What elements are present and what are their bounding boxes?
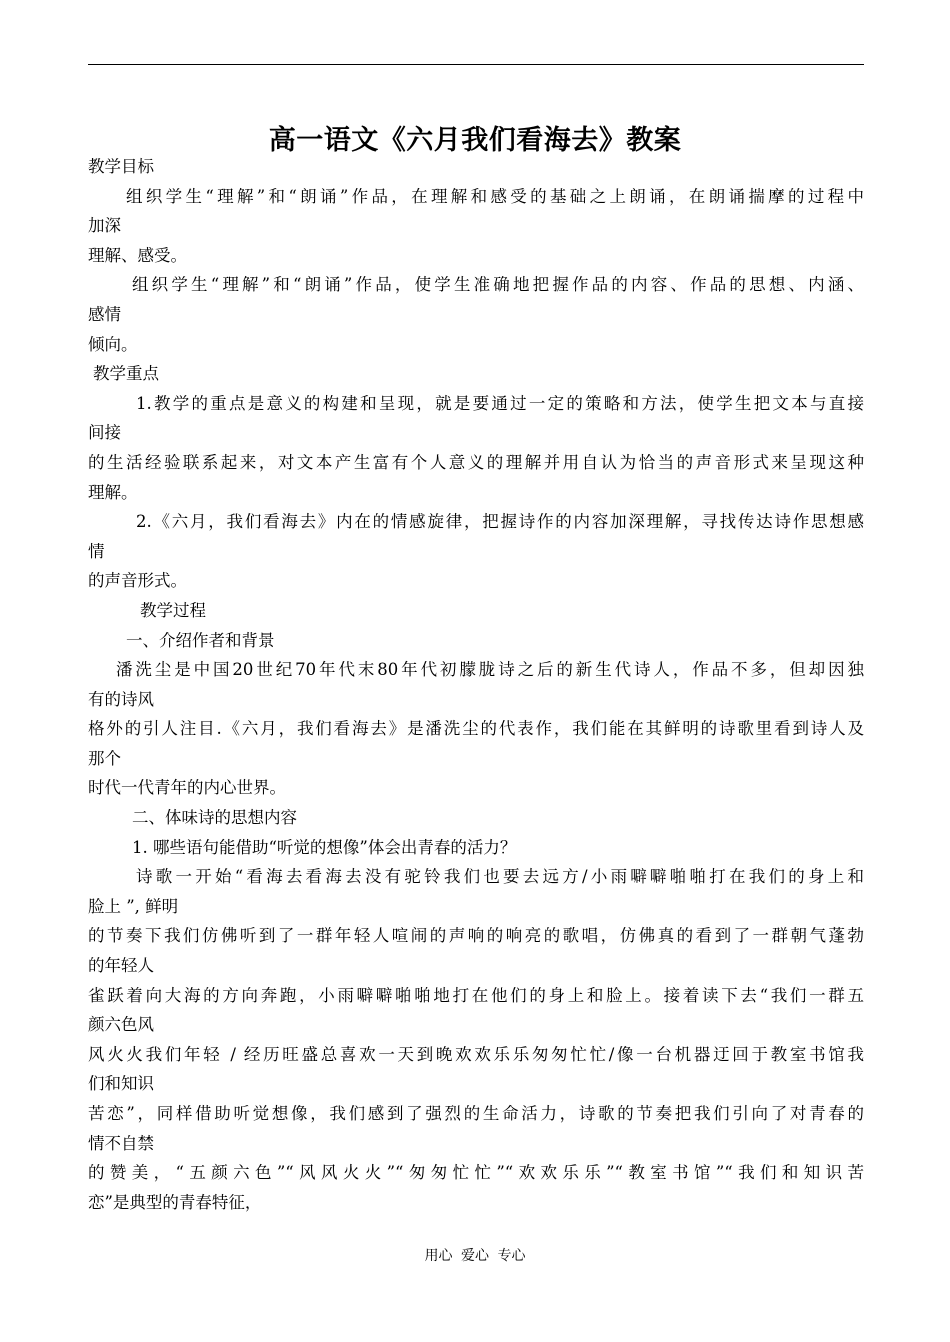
text-line: 理解、感受。 bbox=[88, 245, 187, 265]
text-line: 一、介绍作者和背景 bbox=[126, 630, 275, 650]
text-line: 理解。 bbox=[88, 482, 138, 502]
text-line: 教学重点 bbox=[93, 364, 159, 384]
document-body bbox=[88, 152, 864, 1217]
text-line: 间接 bbox=[88, 423, 121, 443]
text-line: 教学目标 bbox=[88, 157, 154, 176]
header-rule bbox=[88, 64, 864, 65]
text-line: 的声音形式。 bbox=[88, 571, 187, 591]
text-line: 苦恋”，同样借助听觉想像，我们感到了强烈的生命活力，诗歌的节奏把我们引向了对青春的 bbox=[88, 1104, 864, 1123]
text-line: 那个 bbox=[88, 748, 121, 768]
text-line: 的生活经验联系起来，对文本产生富有个人意义的理解并用自认为恰当的声音形式来呈现这种 bbox=[88, 452, 864, 472]
text-line: 教学过程 bbox=[140, 600, 206, 620]
text-line: 倾向。 bbox=[88, 334, 138, 354]
text-line: 雀跃着向大海的方向奔跑，小雨噼噼啪啪地打在他们的身上和脸上。接着读下去“我们一群五 bbox=[88, 985, 864, 1005]
text-line: 组织学生“理解”和“朗诵”作品，使学生准确地把握作品的内容、作品的思想、内涵、 bbox=[132, 275, 864, 295]
text-line: 有的诗风 bbox=[88, 689, 154, 709]
text-line: 颜六色风 bbox=[88, 1015, 154, 1035]
text-line: 潘洗尘是中国20世纪70年代末80年代初朦胧诗之后的新生代诗人，作品不多，但却因独 bbox=[116, 660, 864, 680]
page-footer: 用心 爱心 专心 bbox=[424, 1248, 526, 1264]
text-line: 的赞美，“五颜六色”“风风火火”“匆匆忙忙”“欢欢乐乐”“教室书馆”“我们和知识苦 bbox=[88, 1163, 864, 1183]
text-line: 的节奏下我们仿佛听到了一群年轻人喧闹的声响的响亮的歌唱，仿佛真的看到了一群朝气蓬勃 bbox=[88, 926, 864, 946]
text-line: 2.《六月，我们看海去》内在的情感旋律，把握诗作的内容加深理解，寻找传达诗作思想感 bbox=[136, 512, 864, 532]
text-line: 的年轻人 bbox=[88, 956, 154, 976]
text-line: 1.教学的重点是意义的构建和呈现，就是要通过一定的策略和方法，使学生把文本与直接 bbox=[136, 393, 864, 413]
text-line: 二、体味诗的思想内容 bbox=[132, 808, 297, 828]
text-line: 情不自禁 bbox=[88, 1133, 154, 1153]
text-line: 组织学生“理解”和“朗诵”作品，在理解和感受的基础之上朗诵，在朗诵揣摩的过程中 bbox=[126, 186, 864, 206]
text-line: 情 bbox=[88, 541, 105, 561]
text-line: 诗歌一开始“看海去看海去没有驼铃我们也要去远方/小雨噼噼啪啪打在我们的身上和 bbox=[136, 867, 864, 887]
text-line: 风火火我们年轻 / 经历旺盛总喜欢一天到晚欢欢乐乐匆匆忙忙/像一台机器迂回于教室书馆我 bbox=[88, 1044, 864, 1064]
text-line: 加深 bbox=[88, 216, 121, 236]
text-line: 感情 bbox=[88, 304, 121, 324]
text-line: 时代一代青年的内心世界。 bbox=[88, 778, 286, 798]
document-title: 高一语文《六月我们看海去》教案 bbox=[268, 125, 682, 156]
text-line: 脸上 ”, 鲜明 bbox=[88, 896, 179, 916]
text-line: 们和知识 bbox=[88, 1074, 154, 1094]
text-line: 恋”是典型的青春特征， bbox=[88, 1192, 262, 1212]
text-line: 格外的引人注目.《六月，我们看海去》是潘洗尘的代表作，我们能在其鲜明的诗歌里看到诗人及 bbox=[88, 719, 864, 739]
text-line: 1. 哪些语句能借助“听觉的想像”体会出青春的活力？ bbox=[132, 837, 517, 857]
